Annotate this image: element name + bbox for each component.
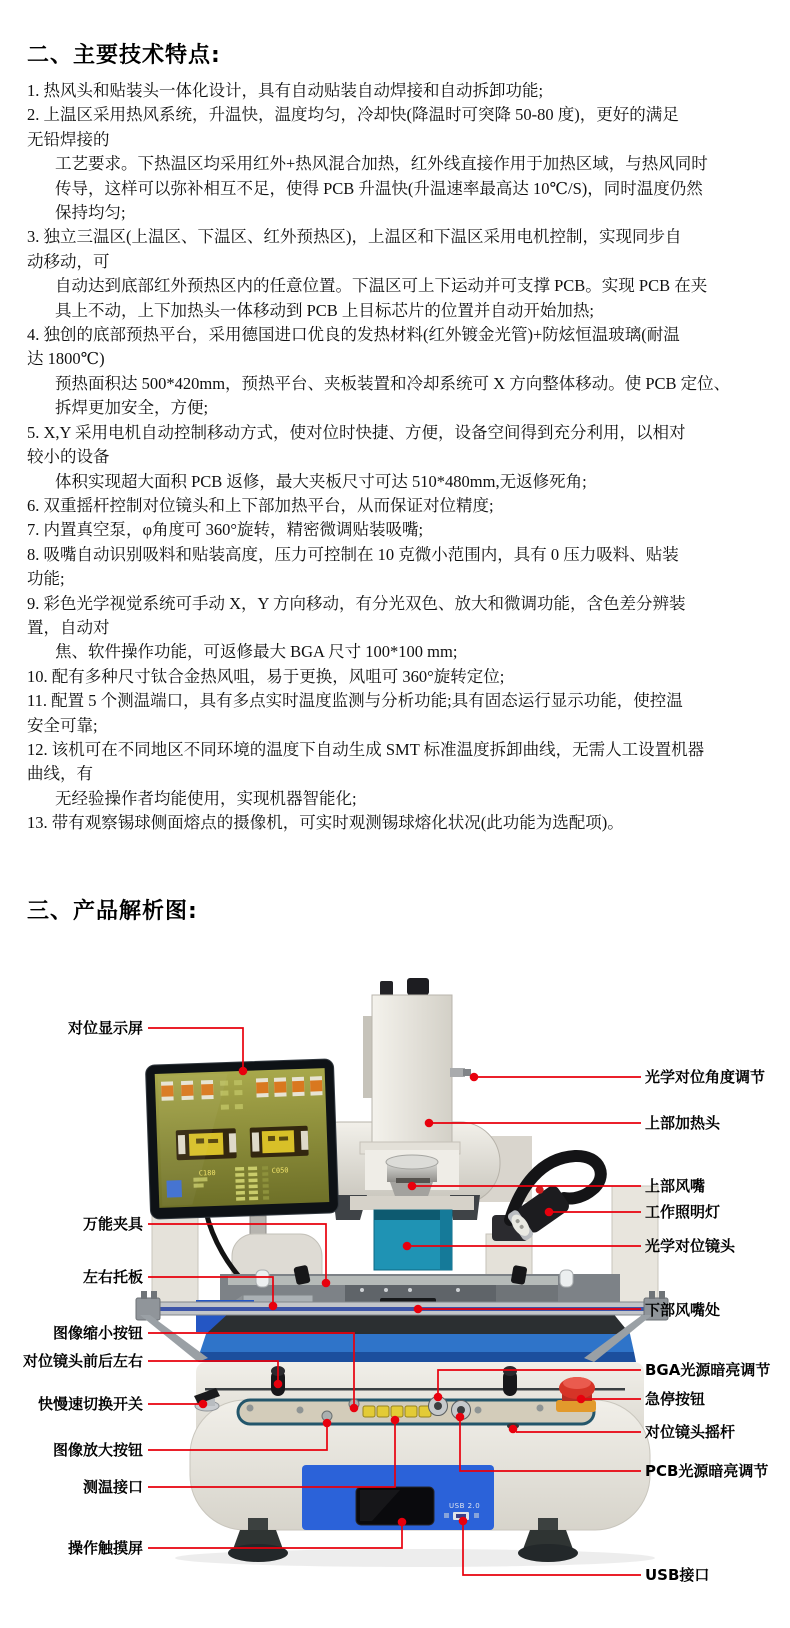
optical-lens-box <box>374 1210 452 1270</box>
feature-line: 11. 配置 5 个测温端口，具有多点实时温度监测与分析功能;具有固态运行显示功能，使控温 <box>27 691 683 711</box>
feature-line: 无经验操作者均能使用，实现机器智能化; <box>55 788 357 808</box>
monitor <box>145 1059 338 1219</box>
feature-line: 7. 内置真空泵，φ角度可 360°旋转，精密微调贴装吸嘴; <box>27 520 424 540</box>
feature-line: 13. 带有观察锡球侧面熔点的摄像机，可实时观测锡球熔化状况(此功能为选配项)。 <box>27 813 624 833</box>
callout-label-left-5: 快慢速切换开关 <box>37 1395 143 1413</box>
feature-line: 曲线，有 <box>27 764 93 784</box>
feature-line: 具上不动，上下加热头一体移动到 PCB 上目标芯片的位置并自动开始加热; <box>55 300 595 320</box>
callout-label-right-2: 上部风嘴 <box>645 1177 706 1195</box>
usb-label: USB 2.0 <box>449 1502 481 1510</box>
feature-line: 工艺要求。下热温区均采用红外+热风混合加热，红外线直接作用于加热区域，与热风同时 <box>55 154 708 174</box>
section2-heading: 二、主要技术特点: <box>27 43 221 68</box>
feature-line: 4. 独创的底部预热平台，采用德国进口优良的发热材料(红外镀金光管)+防炫恒温玻璃(耐温 <box>27 325 680 345</box>
product-diagram <box>0 938 790 1628</box>
callout-label-right-3: 工作照明灯 <box>645 1203 721 1221</box>
feature-line: 达 1800℃) <box>27 349 105 369</box>
feature-line: 焦、软件操作功能，可返修最大 BGA 尺寸 100*100 mm; <box>55 642 458 662</box>
feature-line: 安全可靠; <box>27 715 98 735</box>
callout-label-right-9: PCB光源暗亮调节 <box>645 1462 769 1480</box>
feature-line: 拆焊更加安全，方便; <box>55 398 209 418</box>
callout-label-right-7: 急停按钮 <box>645 1390 706 1408</box>
feature-line: 较小的设备 <box>27 447 110 467</box>
callout-label-right-0: 光学对位角度调节 <box>645 1068 766 1086</box>
callout-label-right-4: 光学对位镜头 <box>645 1237 736 1255</box>
feature-line: 传导，这样可以弥补相互不足，使得 PCB 升温快(升温速率最高达 10℃/S)，同时温度仍然 <box>55 178 703 198</box>
feature-line: 6. 双重摇杆控制对位镜头和上下部加热平台，从而保证对位精度; <box>27 495 494 515</box>
feature-line: 3. 独立三温区(上温区、下温区、红外预热区)，上温区和下温区采用电机控制，实现同步自 <box>27 227 682 247</box>
feature-line: 5. X,Y 采用电机自动控制移动方式，使对位时快捷、方便，设备空间得到充分利用，以相对 <box>27 422 686 442</box>
tower-knob-icon <box>380 981 393 996</box>
feature-line: 2. 上温区采用热风系统，升温快，温度均匀，冷却快(降温时可突降 50-80 度)，更好的满足 <box>27 105 679 125</box>
callout-label-left-7: 测温接口 <box>82 1478 143 1496</box>
feature-line: 8. 吸嘴自动识别吸料和贴装高度，压力可控制在 10 克微小范围内，具有 0 压力吸料、贴装 <box>27 544 679 564</box>
feature-line: 保持均匀; <box>55 203 126 223</box>
callout-label-right-8: 对位镜头摇杆 <box>645 1423 736 1441</box>
work-table <box>136 1265 668 1362</box>
feature-line: 1. 热风头和贴装头一体化设计，具有自动贴装自动焊接和自动拆卸功能; <box>27 81 544 100</box>
crossbar <box>350 1196 474 1210</box>
callout-label-left-8: 操作触摸屏 <box>67 1539 143 1557</box>
callout-label-left-0: 对位显示屏 <box>67 1019 143 1037</box>
callout-label-right-5: 下部风嘴处 <box>645 1301 721 1319</box>
feature-line: 无铅焊接的 <box>27 129 110 149</box>
callout-label-left-3: 图像缩小按钮 <box>52 1324 143 1342</box>
feature-line: 自动达到底部红外预热区内的任意位置。下温区可上下运动并可支撑 PCB。实现 PCB 在夹 <box>55 276 708 296</box>
feature-line: 10. 配有多种尺寸钛合金热风咀，易于更换，风咀可 360°旋转定位; <box>27 666 505 686</box>
fixture-bar <box>228 1276 558 1285</box>
tc-ports <box>363 1406 431 1417</box>
feature-line: 12. 该机可在不同地区不同环境的温度下自动生成 SMT 标准温度拆卸曲线，无需人工设置机器 <box>27 739 705 759</box>
callout-label-left-6: 图像放大按钮 <box>52 1441 143 1459</box>
component2-label: C050 <box>271 1166 289 1175</box>
tower-knob-icon <box>407 978 429 995</box>
feature-line: 置，自动对 <box>27 617 110 637</box>
feature-line: 9. 彩色光学视觉系统可手动 X，Y 方向移动，有分光双色、放大和微调功能，含色差分辨装 <box>27 593 686 613</box>
callout-label-left-2: 左右托板 <box>82 1268 143 1286</box>
feature-line: 体积实现超大面积 PCB 返修，最大夹板尺寸可达 510*480mm,无返修死角; <box>55 471 587 491</box>
component1-label: C180 <box>198 1168 216 1178</box>
section3-heading: 三、产品解析图: <box>27 899 198 924</box>
callout-label-left-4: 对位镜头前后左右 <box>22 1352 143 1370</box>
feature-line: 动移动，可 <box>27 251 110 271</box>
callout-label-left-1: 万能夹具 <box>82 1215 143 1233</box>
callout-label-right-1: 上部加热头 <box>645 1114 721 1132</box>
emergency-stop <box>556 1377 596 1412</box>
angle-adjust-screw <box>450 1068 465 1077</box>
callout-label-right-6: BGA光源暗亮调节 <box>645 1361 771 1379</box>
callout-label-right-10: USB接口 <box>645 1566 710 1584</box>
feature-line: 功能; <box>27 569 65 589</box>
feature-list <box>27 79 772 836</box>
feature-line: 预热面积达 500*420mm，预热平台、夹板装置和冷却系统可 X 方向整体移动。使 PCB 定位、 <box>55 373 731 393</box>
